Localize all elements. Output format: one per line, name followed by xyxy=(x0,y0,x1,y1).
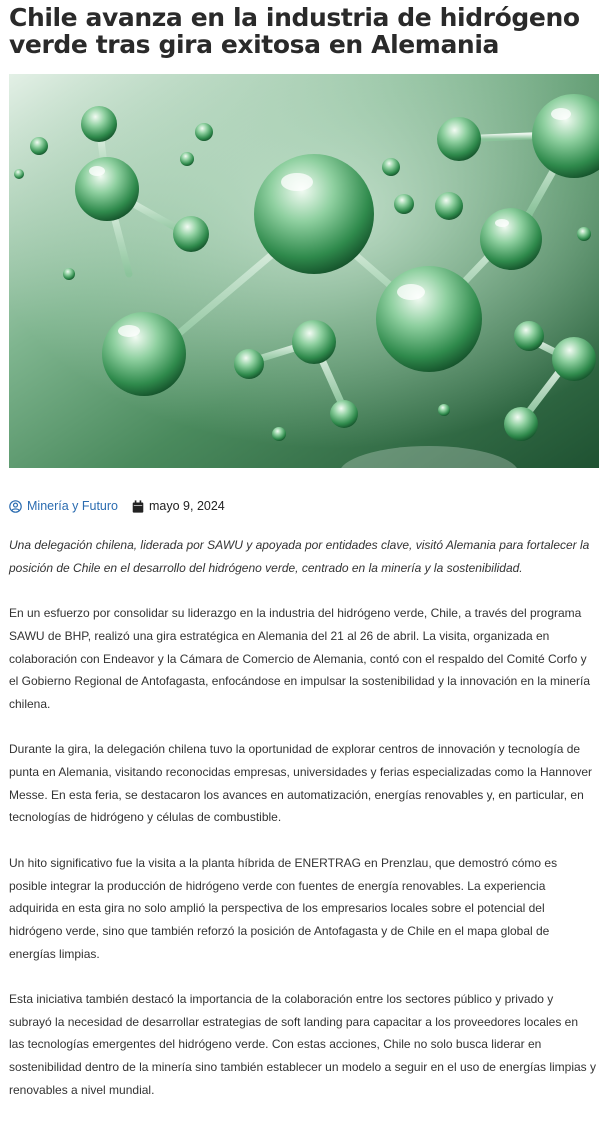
user-circle-icon xyxy=(9,500,22,513)
article-lead: Una delegación chilena, liderada por SAWU y apoyada por entidades clave, visitó Alemania para fortalecer la posición de Chile en el desarrollo del hidrógeno verde, centrado en la minería y la sostenibilidad. xyxy=(9,538,590,575)
author-link[interactable] xyxy=(9,498,118,514)
post-date xyxy=(132,498,225,514)
article-paragraph-2: Durante la gira, la delegación chilena tuvo la oportunidad de explorar centros de innovación y tecnología de punta en Alemania, visitando reconocidas empresas, universidades y ferias especializadas como la Hannover Messe. En esta feria, se destacaron los avances en automatización, energías renovables y, en particular, en tecnologías de hidrógeno y células de combustible. xyxy=(9,742,592,825)
post-date-text: mayo 9, 2024 xyxy=(149,499,225,513)
author-name: Minería y Futuro xyxy=(27,499,119,513)
hydrogen-molecules-image xyxy=(9,74,599,468)
article-paragraph-3: Un hito significativo fue la visita a la planta híbrida de ENERTRAG en Prenzlau, que demostró cómo es posible integrar la producción de hidrógeno verde con fuentes de energía renovables. La experiencia adquirida en esta gira no solo amplió la perspectiva de los empresarios locales sobre el potencial del hidrógeno verde, sino que también reforzó la posición de Antofagasta y de Chile en el mapa global de energías limpias. xyxy=(9,855,558,961)
article-paragraph-1: En un esfuerzo por consolidar su liderazgo en la industria del hidrógeno verde, Chile, a través del programa SAWU de BHP, realizó una gira estratégica en Alemania del 21 al 26 de abril. La visita, organizada en colaboración con Endeavor y la Cámara de Comercio de Alemania, contó con el respaldo del Comité Corfo y el Gobierno Regional de Antofagasta, enfocándose en impulsar la sostenibilidad y la innovación en la minería chilena. xyxy=(9,606,591,711)
article-paragraph-4: Esta iniciativa también destacó la importancia de la colaboración entre los sectores público y privado y subrayó la necesidad de desarrollar estrategias de soft landing para capacitar a los proveedores locales en las tecnologías emergentes del hidrógeno verde. Con estas acciones, Chile no solo busca liderar en sostenibilidad dentro de la minería sino también establecer un modelo a seguir en el uso de energías limpias y renovables a nivel mundial. xyxy=(9,992,597,1097)
article-meta xyxy=(9,498,596,514)
article-title: Chile avanza en la industria de hidrógeno verde tras gira exitosa en Alemania xyxy=(9,3,580,59)
calendar-icon xyxy=(132,500,144,513)
